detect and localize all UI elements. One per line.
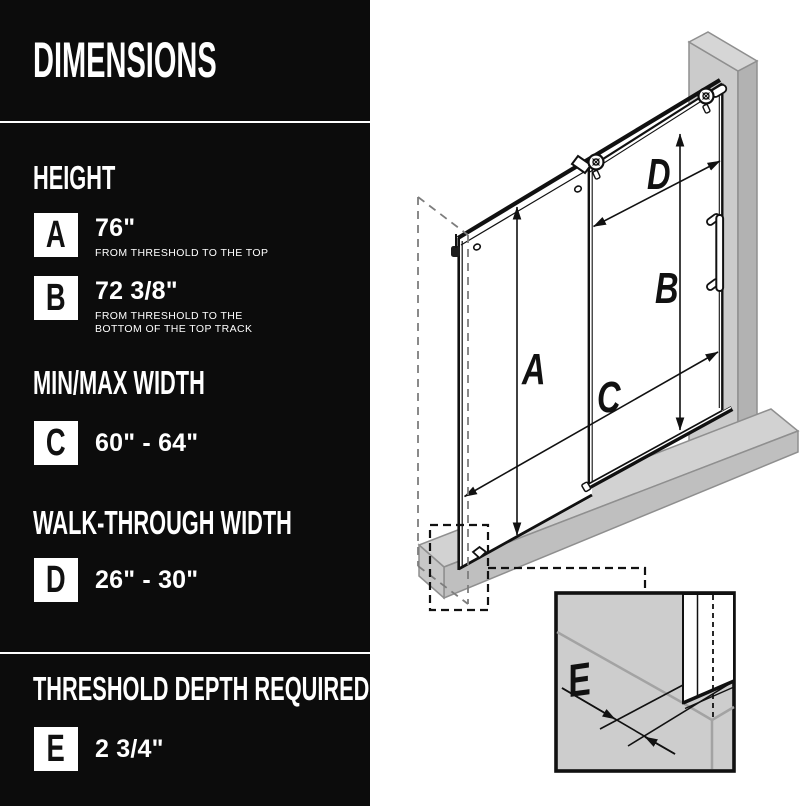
value-e: 2 3/4" (95, 735, 164, 763)
callout-box-d (34, 558, 78, 602)
section-heading-threshold-depth: THRESHOLD DEPTH REQUIRED (33, 670, 370, 707)
divider-top (0, 121, 370, 123)
callout-box-a (34, 213, 78, 257)
spec-row-a (34, 213, 268, 260)
section-heading-height: HEIGHT (33, 159, 116, 196)
shower-door-diagram (370, 0, 806, 806)
section-heading-min-max-width: MIN/MAX WIDTH (33, 364, 205, 401)
callout-letter-b: B (46, 276, 66, 319)
diagram-label-a: A (522, 345, 546, 395)
value-b: 72 3/8" (95, 277, 178, 305)
spec-row-b (34, 276, 270, 336)
value-c: 60" - 64" (95, 429, 199, 457)
diagram-label-e: E (564, 652, 594, 708)
description-b: FROM THRESHOLD TO THE BOTTOM OF THE TOP TRACK (95, 310, 253, 336)
callout-letter-e: E (46, 727, 66, 770)
callout-box-b (34, 276, 78, 320)
divider-bottom (0, 652, 370, 654)
spec-row-c (34, 421, 198, 465)
callout-box-e (34, 727, 78, 771)
callout-box-c (34, 421, 78, 465)
zoom-connector-line (488, 568, 645, 592)
dimensions-sidebar (0, 0, 370, 806)
description-a: FROM THRESHOLD TO THE TOP (95, 247, 269, 259)
diagram-label-d: D (647, 150, 671, 200)
page-title: DIMENSIONS (33, 32, 217, 88)
section-heading-walk-through-width: WALK-THROUGH WIDTH (33, 504, 292, 541)
callout-letter-d: D (46, 558, 66, 601)
spec-row-e (34, 727, 164, 771)
diagram-label-b: B (655, 264, 679, 314)
threshold-detail-inset (556, 593, 734, 771)
value-d: 26" - 30" (95, 566, 199, 594)
value-a: 76" (95, 214, 136, 242)
diagram-label-c: C (597, 373, 621, 423)
callout-letter-a: A (46, 213, 66, 256)
callout-letter-c: C (46, 421, 66, 464)
spec-row-d (34, 558, 198, 602)
